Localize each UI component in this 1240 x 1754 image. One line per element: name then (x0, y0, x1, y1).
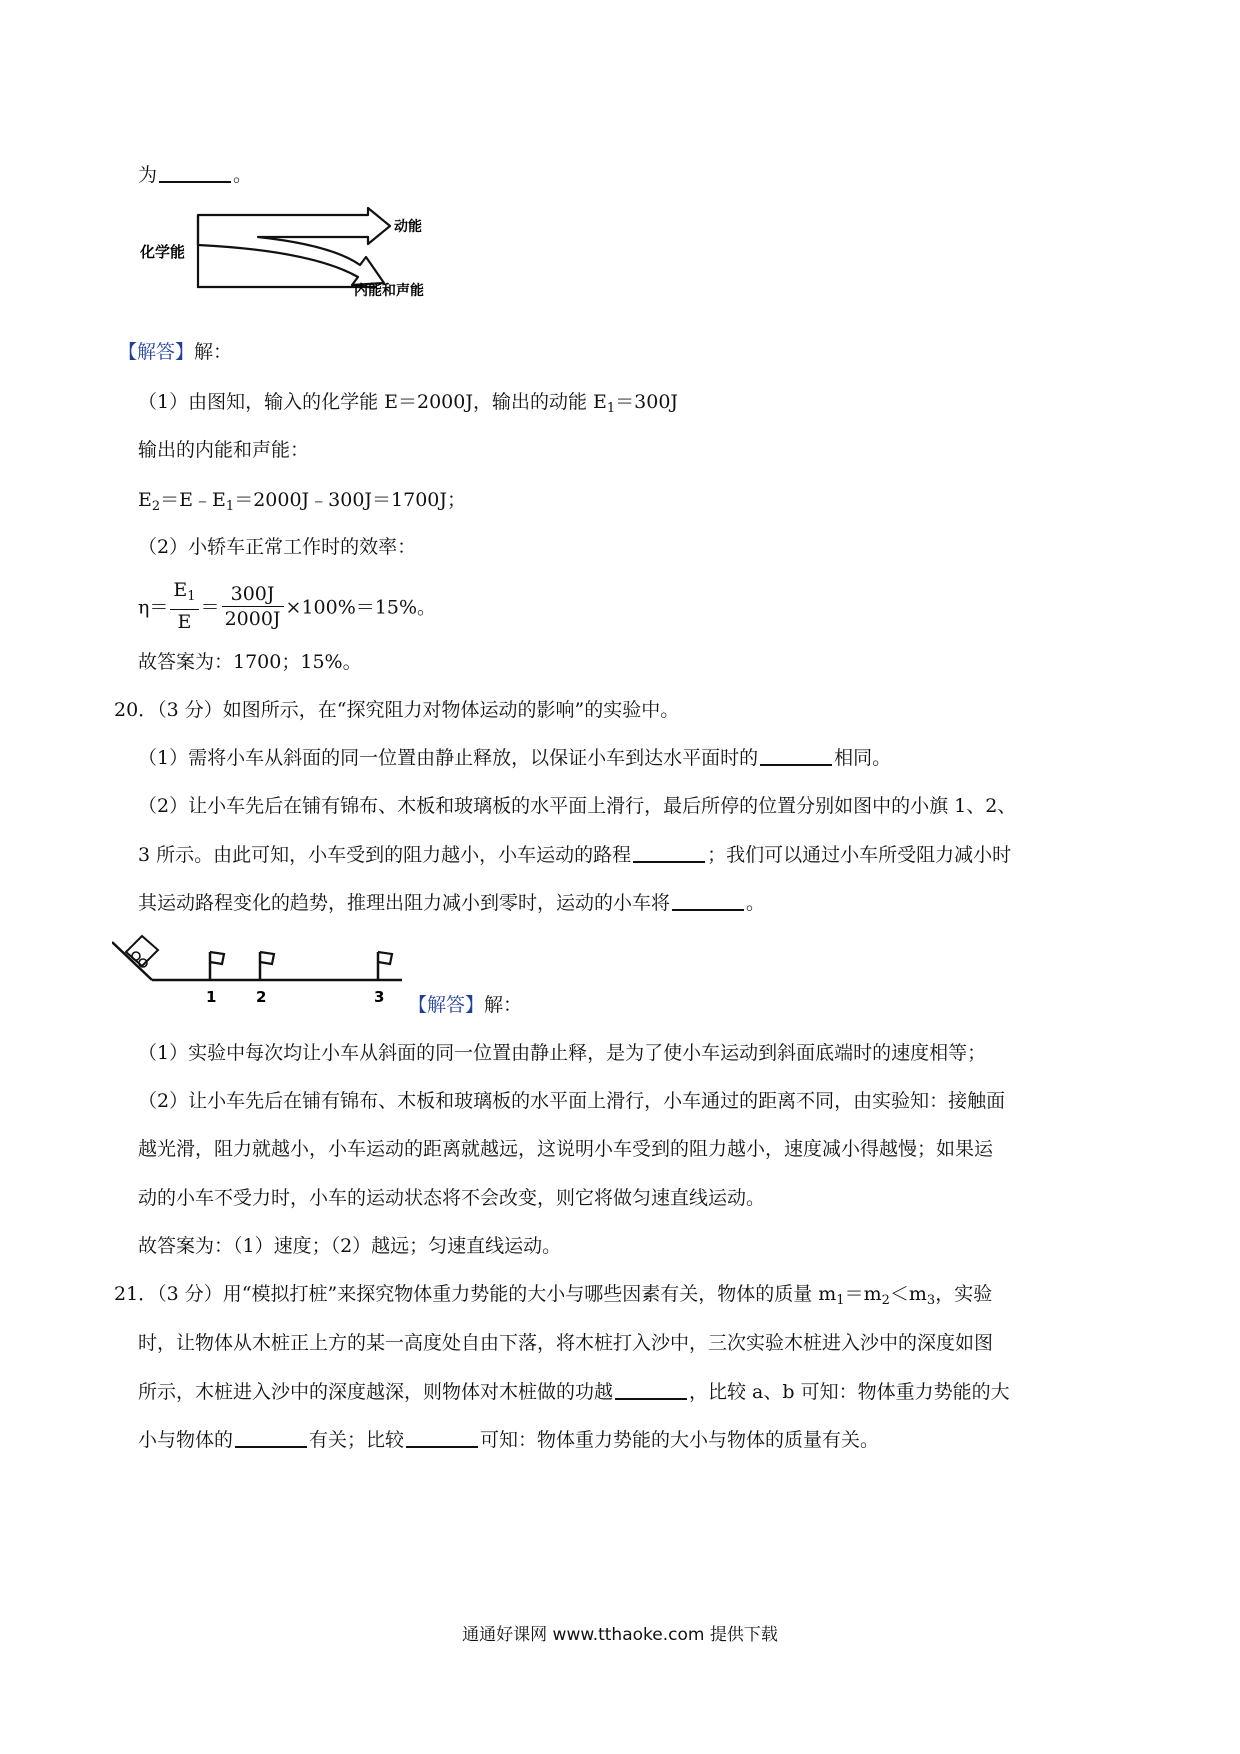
q20-part2-line1: （2）让小车先后在铺有锦布、木板和玻璃板的水平面上滑行，最后所停的位置分别如图中的小旗 1、2、 (138, 795, 1017, 817)
q21-line1: 21．（3 分）用“模拟打桩”来探究物体重力势能的大小与哪些因素有关，物体的质量 $m_1=m_2<m_3$，实验 (114, 1283, 993, 1308)
flag-2-label: 2 (256, 988, 267, 1006)
q19-step2: （2）小轿车正常工作时的效率： (138, 536, 417, 558)
internal-sound-energy-label: 内能和声能 (354, 283, 424, 299)
q21-line2: 时，让物体从木桩正上方的某一高度处自由下落，将木桩打入沙中，三次实验木桩进入沙中的深度如图 (138, 1332, 994, 1354)
flag-3-label: 3 (374, 988, 385, 1006)
q19-tail: 为 。 (138, 164, 253, 186)
q20-part1: （1）需将小车从斜面的同一位置由静止释放，以保证小车到达水平面时的 相同。 (138, 747, 892, 769)
q20-stem: 20．（3 分）如图所示，在“探究阻力对物体运动的影响”的实验中。 (114, 699, 680, 721)
q20-answer-2-line3: 动的小车不受力时，小车的运动状态将不会改变，则它将做匀速直线运动。 (138, 1187, 766, 1209)
page-footer: 通通好课网 www.tthaoke.com 提供下载 (462, 1625, 778, 1645)
ramp-flags-diagram (112, 932, 412, 1012)
q20-answer-2-line2: 越光滑，阻力就越小，小车运动的距离就越远，这说明小车受到的阻力越小，速度减小得越慢；如果运 (138, 1138, 994, 1160)
q19-step1c: $E_2=E﹣E_1=2000J﹣300J=1700J$； (138, 489, 467, 514)
q19-step1b: 输出的内能和声能： (138, 439, 310, 461)
q20-part2-line3: 其运动路程变化的趋势，推理出阻力减小到零时，运动的小车将 。 (138, 892, 766, 914)
efficiency-formula: η＝ $\frac{E_1}{E}$ ＝ $\frac{300J}{2000J}$ ×100%＝15%。 (138, 579, 437, 633)
q20-final-answer: 故答案为：（1）速度；（2）越远；匀速直线运动。 (138, 1235, 562, 1257)
energy-flow-diagram (138, 205, 458, 305)
q21-line4: 小与物体的 有关；比较 可知：物体重力势能的大小与物体的质量有关。 (138, 1429, 880, 1451)
q19-final-answer: 故答案为：1700；15%。 (138, 651, 362, 673)
q20-answer-header: 【解答】解： (408, 994, 523, 1016)
q19-answer-header: 【解答】解： (118, 341, 233, 363)
flag-2-icon (260, 952, 274, 980)
flag-3-icon (378, 952, 392, 980)
cart-icon (126, 936, 158, 967)
flag-1-icon (210, 952, 224, 980)
q21-line3: 所示，木桩进入沙中的深度越深，则物体对木桩做的功越 ，比较 a、b 可知：物体重力势能的大 (138, 1381, 1010, 1403)
kinetic-energy-label: 动能 (394, 219, 422, 235)
q19-step1: （1）由图知，输入的化学能 E＝2000J，输出的动能 $E_1=300J$ (138, 391, 679, 416)
flag-1-label: 1 (206, 988, 217, 1006)
q20-answer-1: （1）实验中每次均让小车从斜面的同一位置由静止释，是为了使小车运动到斜面底端时的速度相等； (138, 1042, 987, 1064)
q20-part2-line2: 3 所示。由此可知，小车受到的阻力越小，小车运动的路程 ；我们可以通过小车所受阻力减小时 (138, 844, 1012, 866)
chemical-energy-label: 化学能 (140, 243, 186, 261)
q20-answer-2-line1: （2）让小车先后在铺有锦布、木板和玻璃板的水平面上滑行，小车通过的距离不同，由实验知：接触面 (138, 1090, 1006, 1112)
